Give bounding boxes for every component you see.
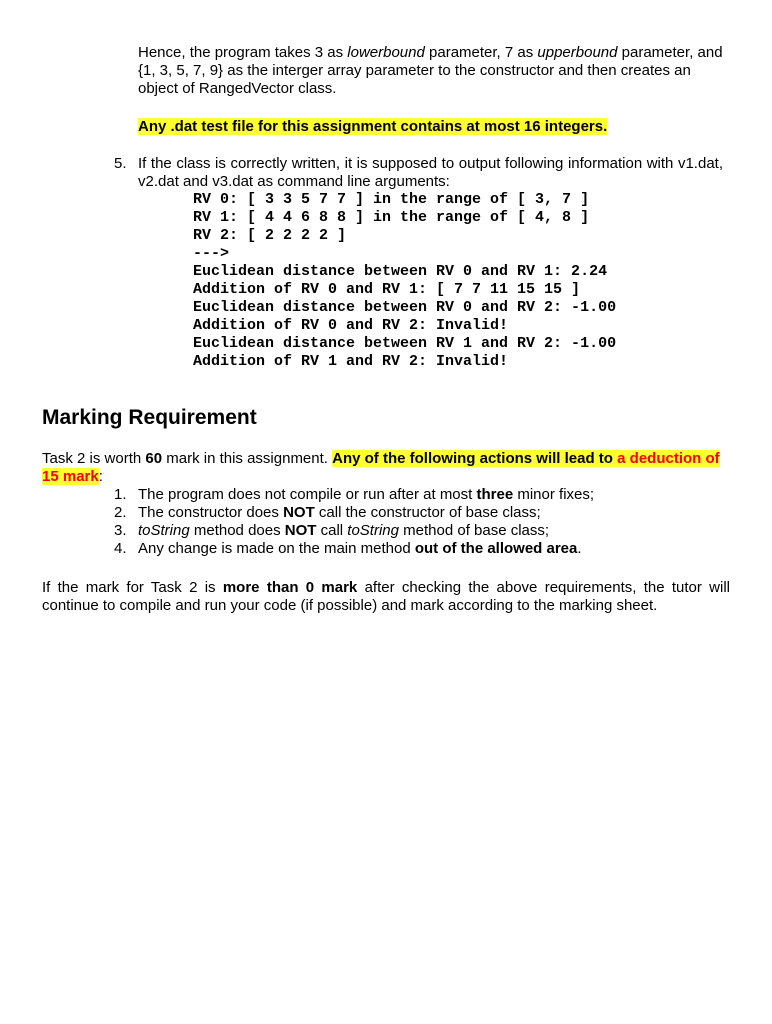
list-item (114, 504, 734, 522)
list-item (114, 486, 734, 504)
marking-highlight: Any of the following actions will lead to (332, 450, 618, 467)
code-line: ---> (193, 245, 230, 262)
highlight-note (138, 118, 607, 136)
list-item-text: The constructor does NOT call the constructor of base class; (138, 504, 541, 521)
marking-value: 60 (145, 450, 163, 467)
intro-text-1: Hence, the program takes 3 as (138, 44, 348, 61)
closing-paragraph (42, 579, 730, 615)
code-line: Addition of RV 0 and RV 1: [ 7 7 11 15 15 ] (193, 281, 581, 298)
list-item-5-number: 5. (114, 155, 127, 172)
code-line: Euclidean distance between RV 1 and RV 2: -1.00 (193, 335, 617, 352)
code-line: RV 0: [ 3 3 5 7 7 ] in the range of [ 3, 7 ] (193, 191, 590, 208)
code-line: Addition of RV 0 and RV 2: Invalid! (193, 317, 509, 334)
list-item-5-text: If the class is correctly written, it is supposed to output following information with v1.dat, v2.dat and v3.dat as command line arguments: (138, 155, 723, 190)
code-output-block (193, 191, 616, 371)
code-line: RV 1: [ 4 4 6 8 8 ] in the range of [ 4, 8 ] (193, 209, 590, 226)
closing-text-2: after checking the above requirements, the tutor will continue to compile and run your code (if possible) and mark according to the marking sheet. (42, 579, 730, 614)
list-item-text: toString method does NOT call toString method of base class; (138, 522, 550, 539)
upperbound-term: upperbound (537, 44, 618, 61)
list-item-text: The program does not compile or run after at most three minor fixes; (138, 486, 595, 503)
intro-text-3: parameter, and {1, 3, 5, 7, 9} as the interger array parameter to the constructor and then creates an object of RangedVector class. (138, 44, 723, 97)
highlight-note-text: Any .dat test file for this assignment contains at most 16 integers. (138, 118, 608, 135)
marking-text-2: mark in this assignment. (162, 450, 333, 467)
list-item-text: Any change is made on the main method out of the allowed area. (138, 540, 582, 557)
list-item (114, 540, 734, 558)
lowerbound-term: lowerbound (347, 44, 425, 61)
section-heading: Marking Requirement (42, 406, 257, 429)
closing-bold: more than 0 mark (222, 579, 358, 596)
intro-paragraph (138, 44, 723, 98)
marking-paragraph (42, 450, 732, 486)
list-item-number: 3. (114, 522, 127, 539)
marking-text-1: Task 2 is worth (42, 450, 146, 467)
closing-text-1: If the mark for Task 2 is (42, 579, 223, 596)
code-line: RV 2: [ 2 2 2 2 ] (193, 227, 347, 244)
list-item-number: 1. (114, 486, 127, 503)
marking-deduction: a deduction of 15 mark (42, 450, 720, 485)
list-item (114, 522, 734, 540)
requirements-list (114, 486, 734, 558)
intro-text-2: parameter, 7 as (424, 44, 538, 61)
code-line: Euclidean distance between RV 0 and RV 1: 2.24 (193, 263, 608, 280)
code-line: Addition of RV 1 and RV 2: Invalid! (193, 353, 509, 370)
code-line: Euclidean distance between RV 0 and RV 2: -1.00 (193, 299, 617, 316)
list-item-number: 4. (114, 540, 127, 557)
list-item-number: 2. (114, 504, 127, 521)
marking-colon: : (98, 468, 103, 485)
